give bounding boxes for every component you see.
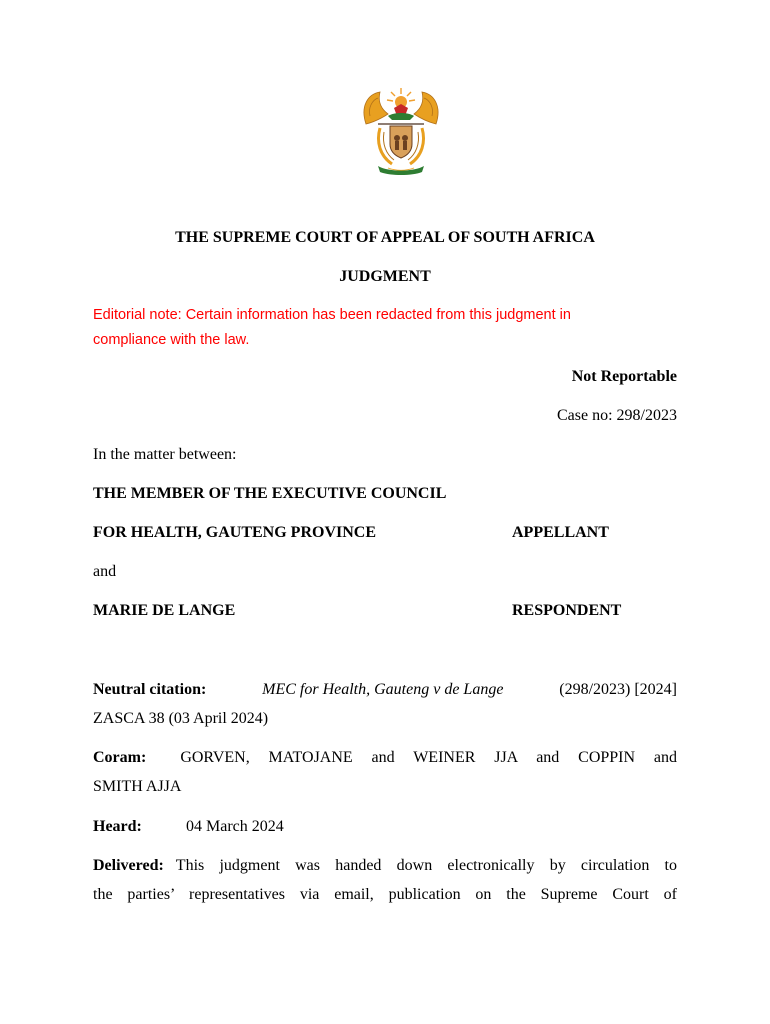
editorial-note-line-2: compliance with the law.: [93, 332, 250, 348]
judgment-heading: JUDGMENT: [339, 268, 431, 285]
respondent-name: MARIE DE LANGE: [93, 602, 236, 619]
citation-case-name: MEC for Health, Gauteng v de Lange: [262, 681, 504, 698]
south-africa-coat-of-arms-icon: [358, 86, 444, 178]
respondent-role: RESPONDENT: [512, 602, 622, 619]
neutral-citation-line-2: ZASCA 38 (03 April 2024): [93, 710, 269, 727]
neutral-citation-label: Neutral citation:: [93, 681, 207, 698]
coram-label: Coram:: [93, 749, 147, 766]
reportable-status: Not Reportable: [571, 368, 677, 385]
citation-reference: (298/2023) [2024]: [559, 681, 677, 698]
heard-label: Heard:: [93, 818, 142, 835]
coram-line-2: SMITH AJJA: [93, 778, 182, 795]
parties-conjunction: and: [93, 563, 117, 580]
neutral-citation-line-1: [93, 680, 677, 700]
case-number: Case no: 298/2023: [557, 407, 677, 424]
appellant-role: APPELLANT: [512, 524, 609, 541]
editorial-note-line-1: Editorial note: Certain information has been redacted from this judgment in: [93, 307, 571, 323]
delivered-text-1: This judgment was handed down electronically by circulation to: [175, 857, 677, 874]
delivered-label: Delivered:: [93, 857, 164, 874]
court-title: THE SUPREME COURT OF APPEAL OF SOUTH AFRICA: [175, 229, 595, 246]
appellant-name-line-1: THE MEMBER OF THE EXECUTIVE COUNCIL: [93, 485, 447, 502]
heard-date: 04 March 2024: [186, 818, 284, 835]
delivered-line-2: the parties’ representatives via email, publication on the Supreme Court of: [93, 886, 677, 903]
coram-line-1: [93, 748, 677, 768]
appellant-name-line-2: FOR HEALTH, GAUTENG PROVINCE: [93, 524, 376, 541]
parties-intro: In the matter between:: [93, 446, 237, 463]
coram-judges: GORVEN, MATOJANE and WEINER JJA and COPPIN and: [180, 749, 677, 766]
delivered-line-1: [93, 856, 677, 876]
